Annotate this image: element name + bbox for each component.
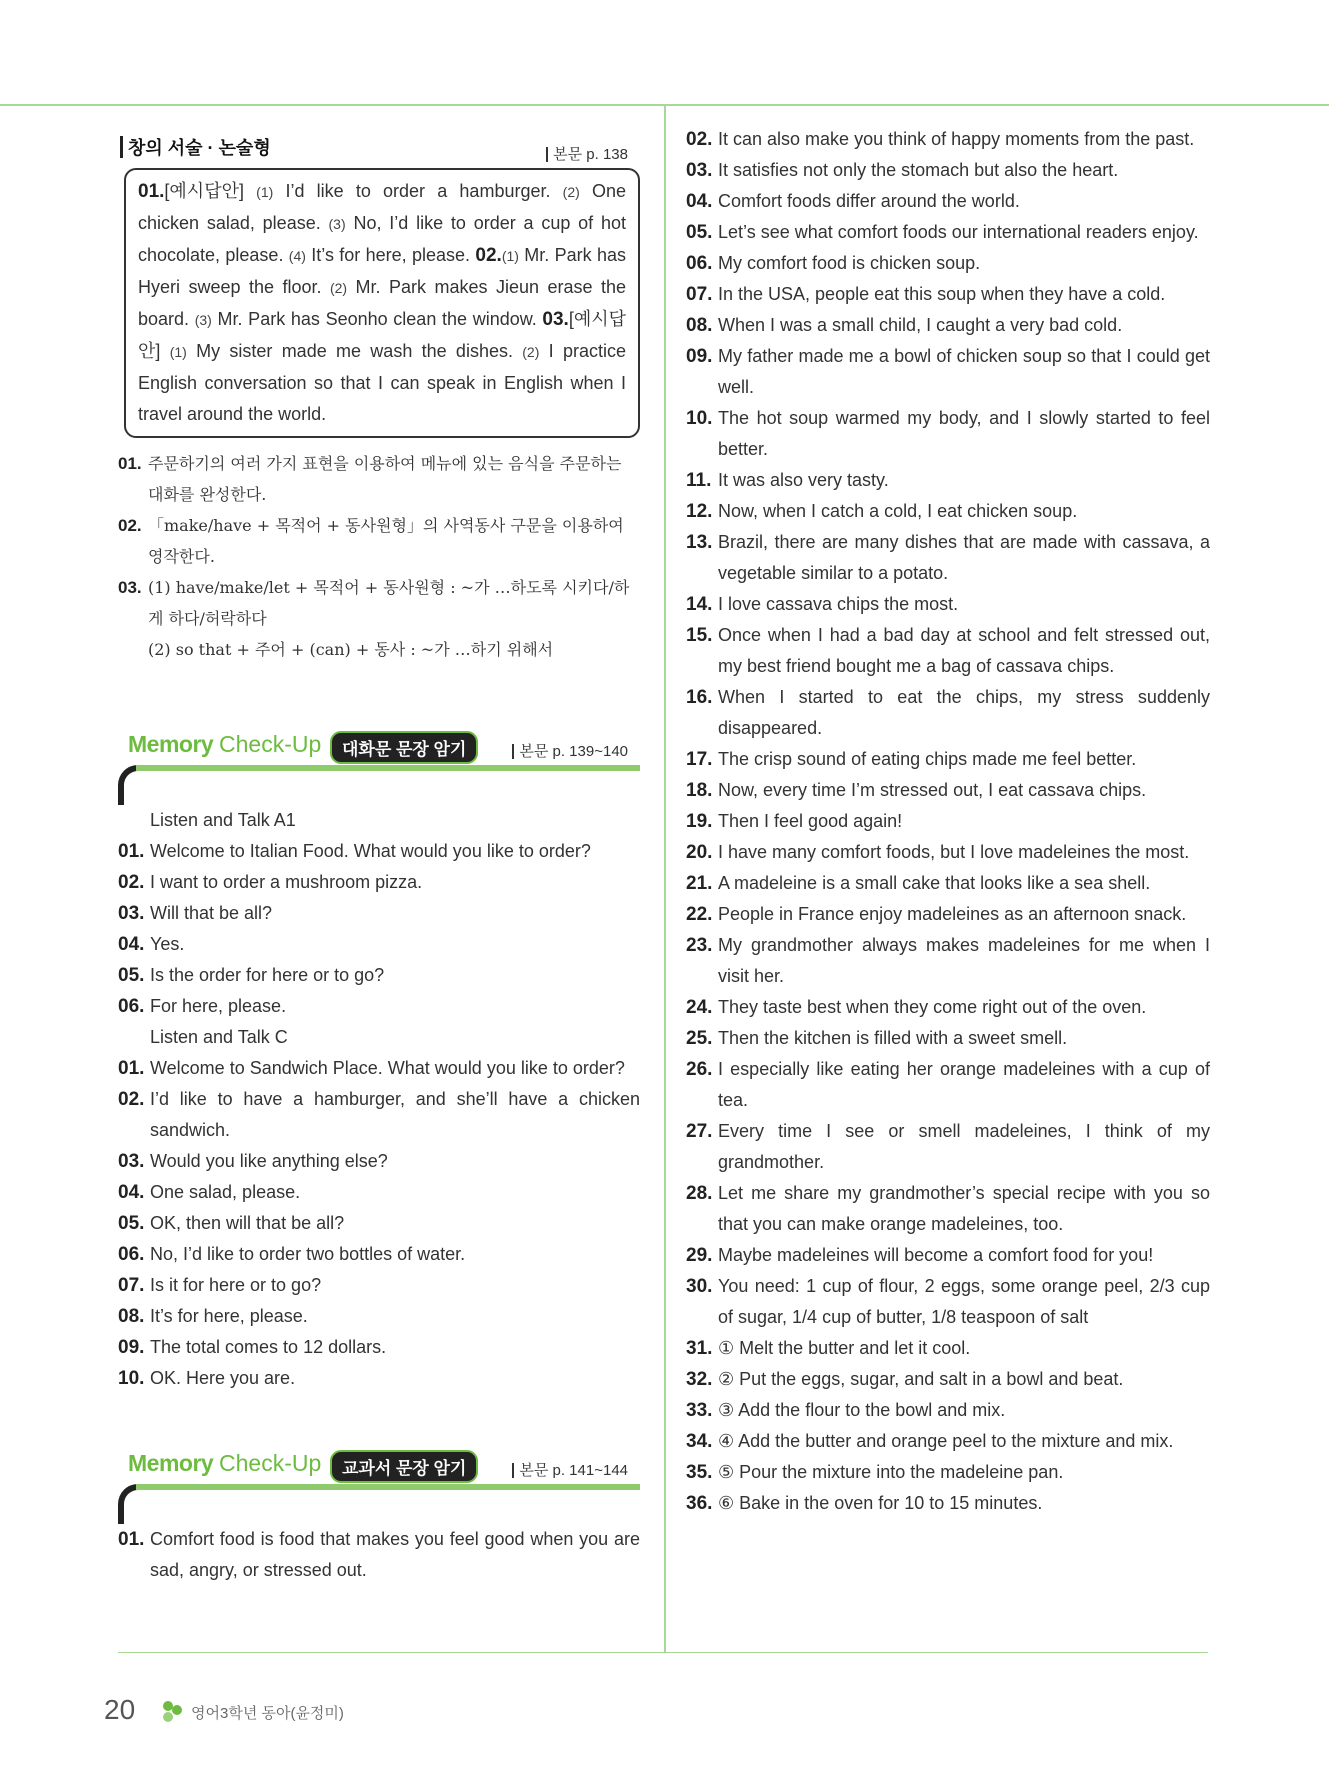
sentence-number: 34. xyxy=(686,1431,713,1452)
sentence-item xyxy=(118,1084,640,1146)
sentence-number: 23. xyxy=(686,935,713,956)
sentence-text: Welcome to Italian Food. What would you like to order? xyxy=(150,841,591,861)
sentence-text: Now, every time I’m stressed out, I eat cassava chips. xyxy=(718,780,1147,800)
creative-section-title: 창의 서술 · 논술형 xyxy=(128,134,271,160)
sentence-text: Then the kitchen is filled with a sweet smell. xyxy=(718,1028,1068,1048)
answer-number: 02. xyxy=(475,245,502,266)
sentence-number: 06. xyxy=(118,1244,145,1265)
sentence-number: 22. xyxy=(686,904,713,925)
sentence-number: 17. xyxy=(686,749,713,770)
memory-word: Memory xyxy=(128,731,214,757)
sentence-number: 01. xyxy=(118,1529,145,1550)
answer-text: [예시답안] xyxy=(138,309,626,361)
sentence-item xyxy=(118,960,640,991)
note-number: 02. xyxy=(118,516,142,535)
sentence-text: For here, please. xyxy=(150,996,287,1016)
memory-badge-dialogue: 대화문 문장 암기 xyxy=(330,731,478,764)
sentence-item xyxy=(686,1457,1210,1488)
answer-sub-label: (2) xyxy=(329,280,348,296)
sentence-text: Let me share my grandmother’s special recipe with you so that you can make orange madeleines, too. xyxy=(718,1183,1210,1234)
creative-section-header xyxy=(118,134,640,166)
sentence-text: Is it for here or to go? xyxy=(150,1275,322,1295)
sentence-item xyxy=(686,682,1210,744)
sentence-number: 28. xyxy=(686,1183,713,1204)
sentence-item xyxy=(118,1146,640,1177)
sentence-item xyxy=(118,1053,640,1084)
sentence-text: The total comes to 12 dollars. xyxy=(150,1337,387,1357)
sentence-text: No, I’d like to order two bottles of water. xyxy=(150,1244,466,1264)
sentence-number: 31. xyxy=(686,1338,713,1359)
sentence-number: 35. xyxy=(686,1462,713,1483)
answer-sub-label: (4) xyxy=(288,248,306,264)
sentence-text: ② Put the eggs, sugar, and salt in a bowl and beat. xyxy=(718,1369,1124,1389)
sentence-number: 05. xyxy=(686,222,713,243)
note-item xyxy=(118,634,640,665)
sentence-text: Comfort foods differ around the world. xyxy=(718,191,1020,211)
answer-text: No, I’d like to order a cup of hot chocolate, please. xyxy=(138,213,626,265)
sentence-item xyxy=(686,1395,1210,1426)
sentence-item xyxy=(686,620,1210,682)
answer-text: [예시답안] xyxy=(164,181,257,201)
sentence-text: It can also make you think of happy moments from the past. xyxy=(718,129,1195,149)
note-text: (1) have/make/let + 목적어 + 동사원형 : ~가 …하도록 시키다/하게 하다/허락하다 xyxy=(148,578,630,628)
sentence-number: 05. xyxy=(118,965,145,986)
sentence-item xyxy=(118,836,640,867)
answer-sub-label: (1) xyxy=(256,184,274,200)
sentence-number: 02. xyxy=(118,872,145,893)
book-title: 영어3학년 동아(윤정미) xyxy=(191,1705,344,1722)
sentence-number: 09. xyxy=(118,1337,145,1358)
sentence-text: Now, when I catch a cold, I eat chicken soup. xyxy=(718,501,1078,521)
answer-text: Mr. Park has Seonho clean the window. xyxy=(211,309,543,329)
sentence-text: When I was a small child, I caught a very bad cold. xyxy=(718,315,1123,335)
answer-sub-label: (3) xyxy=(328,216,346,232)
sentence-number: 13. xyxy=(686,532,713,553)
sentence-number: 15. xyxy=(686,625,713,646)
memory1-page-ref: 본문 p. 139~140 xyxy=(512,744,628,759)
sentence-number: 03. xyxy=(118,903,145,924)
sentence-number: 08. xyxy=(118,1306,145,1327)
sentence-number: 14. xyxy=(686,594,713,615)
sentence-text: Then I feel good again! xyxy=(718,811,903,831)
sentence-text: In the USA, people eat this soup when they have a cold. xyxy=(718,284,1166,304)
right-column-sentence-list xyxy=(686,124,1210,1519)
sentence-item xyxy=(686,899,1210,930)
sentence-item xyxy=(686,930,1210,992)
subsection-heading: Listen and Talk C xyxy=(150,1027,288,1047)
sentence-item xyxy=(686,310,1210,341)
sentence-text: I especially like eating her orange madeleines with a cup of tea. xyxy=(718,1059,1210,1110)
answer-text: My sister made me wash the dishes. xyxy=(186,341,523,361)
sentence-number: 01. xyxy=(118,1058,145,1079)
sentence-number: 07. xyxy=(118,1275,145,1296)
sentence-text: It was also very tasty. xyxy=(718,470,889,490)
sentence-item xyxy=(118,867,640,898)
subsection-heading: Listen and Talk A1 xyxy=(150,810,296,830)
sentence-text: It’s for here, please. xyxy=(150,1306,308,1326)
sentence-number: 25. xyxy=(686,1028,713,1049)
sentence-text: ⑤ Pour the mixture into the madeleine pan. xyxy=(718,1462,1064,1482)
column-divider xyxy=(664,104,666,1652)
sentence-item xyxy=(686,775,1210,806)
sentence-item xyxy=(686,1426,1210,1457)
note-item xyxy=(118,572,640,634)
sentence-number: 36. xyxy=(686,1493,713,1514)
memory2-page-ref: 본문 p. 141~144 xyxy=(512,1463,628,1478)
sentence-number: 02. xyxy=(118,1089,145,1110)
note-number: 03. xyxy=(118,578,142,597)
sentence-text: A madeleine is a small cake that looks like a sea shell. xyxy=(718,873,1151,893)
answer-box xyxy=(124,168,640,438)
sentence-number: 16. xyxy=(686,687,713,708)
memory-word: Memory xyxy=(128,1450,214,1476)
memory-badge-textbook: 교과서 문장 암기 xyxy=(330,1450,478,1483)
sentence-item xyxy=(686,1116,1210,1178)
sentence-number: 06. xyxy=(686,253,713,274)
sentence-item xyxy=(686,1178,1210,1240)
sentence-item xyxy=(118,1363,640,1394)
sentence-text: Once when I had a bad day at school and felt stressed out, my best friend bought me a bag of cassava chips. xyxy=(718,625,1210,676)
sentence-text: Let’s see what comfort foods our international readers enjoy. xyxy=(718,222,1199,242)
sentence-item xyxy=(686,248,1210,279)
sentence-number: 04. xyxy=(118,934,145,955)
sentence-text: I’d like to have a hamburger, and she’ll have a chicken sandwich. xyxy=(150,1089,640,1140)
checkup-word: Check-Up xyxy=(219,1450,322,1476)
sentence-text: My father made me a bowl of chicken soup so that I could get well. xyxy=(718,346,1210,397)
bottom-rule xyxy=(118,1652,1208,1653)
sentence-text: They taste best when they come right out of the oven. xyxy=(718,997,1147,1017)
sentence-text: ④ Add the butter and orange peel to the mixture and mix. xyxy=(718,1431,1174,1451)
sentence-item xyxy=(686,806,1210,837)
checkup-word: Check-Up xyxy=(219,731,322,757)
sentence-number: 27. xyxy=(686,1121,713,1142)
note-item xyxy=(118,448,640,510)
sentence-text: It satisfies not only the stomach but also the heart. xyxy=(718,160,1119,180)
sentence-number: 29. xyxy=(686,1245,713,1266)
note-text: 주문하기의 여러 가지 표현을 이용하여 메뉴에 있는 음식을 주문하는 대화를 완성한다. xyxy=(148,454,622,504)
answer-sub-label: (1) xyxy=(169,344,187,360)
sentence-item xyxy=(118,1208,640,1239)
sentence-number: 03. xyxy=(686,160,713,181)
sentence-item xyxy=(686,1364,1210,1395)
sentence-text: Is the order for here or to go? xyxy=(150,965,385,985)
sentence-number: 04. xyxy=(118,1182,145,1203)
sentence-item xyxy=(686,992,1210,1023)
sentence-item xyxy=(118,1301,640,1332)
sentence-number: 01. xyxy=(118,841,145,862)
answer-sub-label: (2) xyxy=(522,344,540,360)
sentence-text: OK, then will that be all? xyxy=(150,1213,345,1233)
sentence-item xyxy=(686,341,1210,403)
sentence-item xyxy=(118,898,640,929)
sentence-text: I have many comfort foods, but I love madeleines the most. xyxy=(718,842,1190,862)
note-text: (2) so that + 주어 + (can) + 동사 : ~가 …하기 위해서 xyxy=(148,640,554,659)
sentence-text: My comfort food is chicken soup. xyxy=(718,253,981,273)
sentence-text: Every time I see or smell madeleines, I think of my grandmother. xyxy=(718,1121,1210,1172)
sentence-item xyxy=(686,868,1210,899)
sentence-number: 20. xyxy=(686,842,713,863)
answer-text: It’s for here, please. xyxy=(305,245,476,265)
sentence-item xyxy=(686,124,1210,155)
answer-sub-label: (1) xyxy=(501,248,519,264)
dialogue-sentence-list xyxy=(118,805,640,1394)
sentence-item xyxy=(118,1239,640,1270)
sentence-number: 11. xyxy=(686,470,712,491)
sentence-text: Brazil, there are many dishes that are made with cassava, a vegetable similar to a potato. xyxy=(718,532,1210,583)
sentence-text: I love cassava chips the most. xyxy=(718,594,959,614)
sentence-text: The hot soup warmed my body, and I slowly started to feel better. xyxy=(718,408,1210,459)
sentence-text: Maybe madeleines will become a comfort food for you! xyxy=(718,1245,1154,1265)
sentence-item xyxy=(686,1333,1210,1364)
sentence-item xyxy=(686,465,1210,496)
sentence-text: ⑥ Bake in the oven for 10 to 15 minutes. xyxy=(718,1493,1043,1513)
sentence-text: People in France enjoy madeleines as an afternoon snack. xyxy=(718,904,1187,924)
sentence-item xyxy=(118,1332,640,1363)
sentence-number: 10. xyxy=(686,408,713,429)
sentence-text: I want to order a mushroom pizza. xyxy=(150,872,423,892)
sentence-text: OK. Here you are. xyxy=(150,1368,296,1388)
sentence-item xyxy=(686,1488,1210,1519)
sentence-text: Yes. xyxy=(150,934,185,954)
sentence-item xyxy=(686,527,1210,589)
sentence-number: 09. xyxy=(686,346,713,367)
creative-page-ref: 본문 p. 138 xyxy=(546,147,628,162)
sentence-text: The crisp sound of eating chips made me feel better. xyxy=(718,749,1137,769)
note-number: 01. xyxy=(118,454,142,473)
sentence-number: 21. xyxy=(686,873,713,894)
sentence-text: Comfort food is food that makes you feel good when you are sad, angry, or stressed out. xyxy=(150,1529,640,1580)
left-column xyxy=(118,134,640,1586)
sentence-item xyxy=(686,155,1210,186)
sentence-item xyxy=(686,1023,1210,1054)
sentence-number: 07. xyxy=(686,284,713,305)
sentence-item xyxy=(686,279,1210,310)
page-number: 20 xyxy=(104,1694,136,1725)
sentence-text: My grandmother always makes madeleines for me when I visit her. xyxy=(718,935,1210,986)
sentence-number: 18. xyxy=(686,780,713,801)
sentence-item xyxy=(686,1271,1210,1333)
note-item xyxy=(118,510,640,572)
sentence-number: 12. xyxy=(686,501,713,522)
sentence-item xyxy=(686,744,1210,775)
answer-text: I’d like to order a hamburger. xyxy=(273,181,563,201)
sentence-text: ③ Add the flour to the bowl and mix. xyxy=(718,1400,1006,1420)
sentence-number: 02. xyxy=(686,129,713,150)
memory-header-dialogue xyxy=(118,731,640,765)
memory-bar xyxy=(118,1484,640,1524)
sentence-text: You need: 1 cup of flour, 2 eggs, some orange peel, 2/3 cup of sugar, 1/4 cup of butter, 1/8 teaspoon of salt xyxy=(718,1276,1210,1327)
answer-text: Mr. Park has Hyeri sweep the floor. xyxy=(138,245,626,297)
clover-leaf-icon xyxy=(160,1700,184,1724)
sentence-item xyxy=(118,929,640,960)
sentence-number: 24. xyxy=(686,997,713,1018)
sentence-number: 06. xyxy=(118,996,145,1017)
sentence-number: 33. xyxy=(686,1400,713,1421)
sentence-number: 19. xyxy=(686,811,713,832)
sentence-number: 08. xyxy=(686,315,713,336)
sentence-number: 04. xyxy=(686,191,713,212)
sentence-item xyxy=(686,1240,1210,1271)
sentence-text: Welcome to Sandwich Place. What would you like to order? xyxy=(150,1058,625,1078)
answer-sub-label: (3) xyxy=(194,312,212,328)
sentence-text: When I started to eat the chips, my stress suddenly disappeared. xyxy=(718,687,1210,738)
sentence-text: One salad, please. xyxy=(150,1182,301,1202)
sentence-number: 26. xyxy=(686,1059,713,1080)
sentence-item xyxy=(118,991,640,1022)
sentence-number: 05. xyxy=(118,1213,145,1234)
sentence-item xyxy=(686,1054,1210,1116)
sentence-number: 10. xyxy=(118,1368,145,1389)
answer-sub-label: (2) xyxy=(562,184,580,200)
sentence-item xyxy=(686,403,1210,465)
sentence-item xyxy=(686,217,1210,248)
answer-text: I practice English conversation so that I can speak in English when I travel around the world. xyxy=(138,341,627,424)
sentence-number: 32. xyxy=(686,1369,713,1390)
sentence-item xyxy=(686,496,1210,527)
sentence-text: Will that be all? xyxy=(150,903,273,923)
note-text: 「make/have + 목적어 + 동사원형」의 사역동사 구문을 이용하여 영작한다. xyxy=(148,516,624,566)
sentence-item xyxy=(686,589,1210,620)
sentence-number: 30. xyxy=(686,1276,713,1297)
textbook-sentence-list xyxy=(118,1524,640,1586)
sentence-text: ① Melt the butter and let it cool. xyxy=(718,1338,971,1358)
sentence-item xyxy=(686,186,1210,217)
answer-notes xyxy=(118,448,640,665)
answer-text: One chicken salad, please. xyxy=(138,181,626,233)
sentence-item xyxy=(118,1177,640,1208)
answer-text: Mr. Park makes Jieun erase the board. xyxy=(138,277,626,329)
sentence-item xyxy=(118,1270,640,1301)
answer-number: 03. xyxy=(542,309,569,330)
answer-number: 01. xyxy=(138,181,165,202)
memory-header-textbook xyxy=(118,1450,640,1484)
sentence-text: Would you like anything else? xyxy=(150,1151,388,1171)
memory-bar xyxy=(118,765,640,805)
sentence-item xyxy=(686,837,1210,868)
sentence-number: 03. xyxy=(118,1151,145,1172)
sentence-item xyxy=(118,1524,640,1586)
